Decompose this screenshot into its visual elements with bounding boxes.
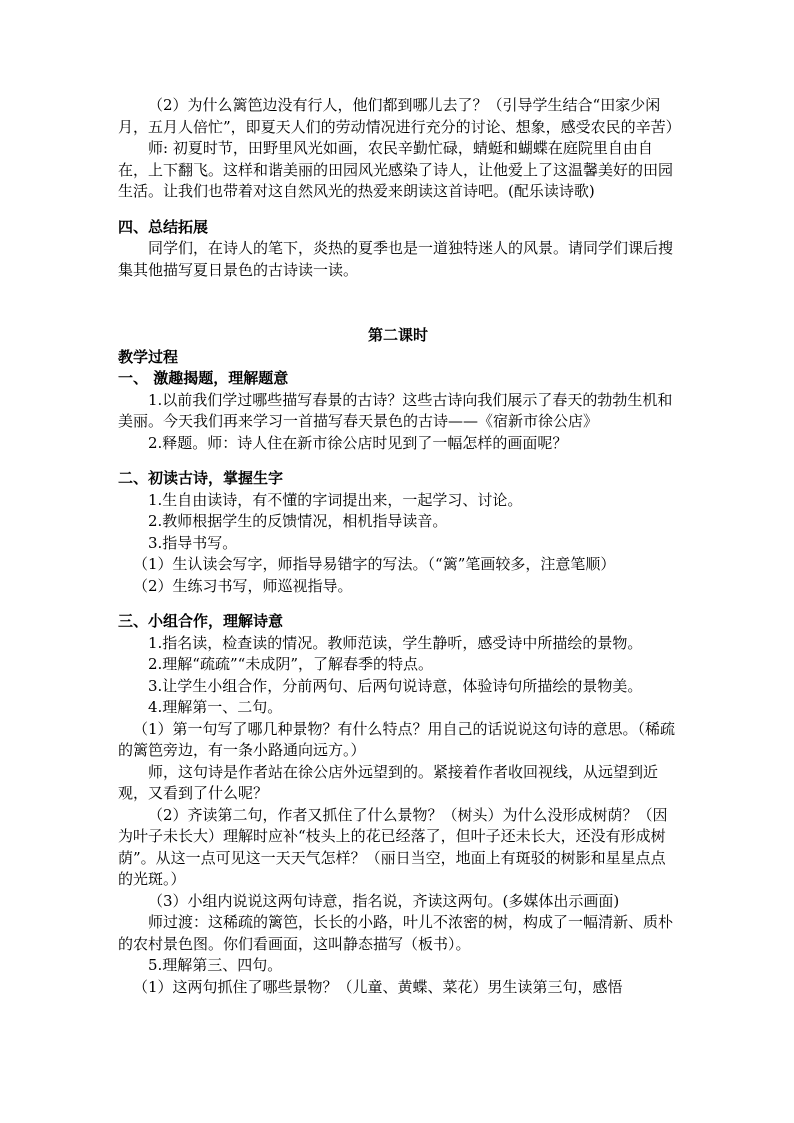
paragraph-question-2: （2）为什么篱笆边没有行人，他们都到哪儿去了？（引导学生结合“田家少闲月，五月人倍忙”，即夏天人们的劳动情况进行充分的讨论、想象，感受农民的辛苦） bbox=[118, 96, 681, 136]
section-heading-3: 三、小组合作，理解诗意 bbox=[118, 612, 284, 630]
section-heading-4: 四、总结拓展 bbox=[118, 217, 209, 236]
paragraph-sub-question-1: （1）第一句写了哪几种景物？有什么特点？用自己的话说说这句诗的意思。（稀疏的篱笆旁边，有一条小路通向远方。） bbox=[118, 719, 676, 759]
list-item: 2.教师根据学生的反馈情况，相机指导读音。 bbox=[148, 512, 448, 530]
list-item: 1.指名读，检查读的情况。教师范读，学生静听，感受诗中所描绘的景物。 bbox=[148, 633, 643, 652]
list-item: （1）生认读会写字，师指导易错字的写法。（“篱”笔画较多，注意笔顺） bbox=[133, 555, 616, 573]
teaching-process-label: 教学过程 bbox=[118, 347, 179, 366]
list-item: 3.让学生小组合作，分前两句、后两句说诗意，体验诗句所描绘的景物美。 bbox=[148, 676, 643, 695]
list-item: 1.以前我们学过哪些描写春景的古诗？这些古诗向我们展示了春天的勃勃生机和美丽。今天我们再来学习一首描写春天景色的古诗——《宿新市徐公店》 bbox=[118, 390, 673, 430]
list-item: 2.释题。师：诗人住在新市徐公店时见到了一幅怎样的画面呢？ bbox=[148, 433, 568, 452]
document-body bbox=[118, 95, 681, 998]
list-item: 3.指导书写。 bbox=[148, 533, 238, 552]
paragraph-sub-question-3: （3）小组内说说这两句诗意，指名说，齐读这两句。(多媒体出示画面) bbox=[148, 891, 620, 910]
paragraph-teacher-transition: 师过渡：这稀疏的篱笆，长长的小路，叶儿不浓密的树，构成了一幅清新、质朴的农村景色图。你们看画面，这叫静态描写（板书）。 bbox=[118, 913, 674, 953]
paragraph-teacher-summary: 师: 初夏时节，田野里风光如画，农民辛勤忙碌，蜻蜓和蝴蝶在庭院里自由自在，上下翻飞。这样和谐美丽的田园风光感染了诗人，让他爱上了这温馨美好的田园生活。让我们也带着对这自然风光的热爱来朗读这首诗吧。(配乐读诗歌) bbox=[118, 139, 674, 200]
list-item: 5.理解第三、四句。 bbox=[148, 956, 283, 974]
section-heading-2: 二、初读古诗，掌握生字 bbox=[118, 469, 284, 487]
paragraph-sub-question-2: （2）齐读第二句，作者又抓住了什么景物？（树头）为什么没形成树荫？（因为叶子未长大）理解时应补“枝头上的花已经落了，但叶子还未长大，还没有形成树荫”。从这一点可见这一天天气怎样？（丽日当空，地面上有斑驳的树影和星星点点的光斑。） bbox=[118, 805, 668, 888]
paragraph-sub-question-5-1: （1）这两句抓住了哪些景物？（儿童、黄蝶、菜花）男生读第三句，感悟 bbox=[133, 977, 623, 996]
section-heading-1: 一、 激趣揭题，理解题意 bbox=[118, 369, 289, 387]
list-item: 1.生自由读诗，有不懂的字词提出来，一起学习、讨论。 bbox=[148, 490, 523, 509]
paragraph-section-4: 同学们，在诗人的笔下，炎热的夏季也是一道独特迷人的风景。请同学们课后搜集其他描写夏日景色的古诗读一读。 bbox=[118, 239, 674, 279]
list-item: （2）生练习书写，师巡视指导。 bbox=[133, 576, 353, 595]
list-item: 2.理解“疏疏”“未成阴”，了解春季的特点。 bbox=[148, 655, 433, 673]
list-item: 4.理解第一、二句。 bbox=[148, 698, 283, 716]
paragraph-teacher-remark-1: 师，这句诗是作者站在徐公店外远望到的。紧接着作者收回视线，从远望到近观，又看到了什么呢？ bbox=[118, 762, 659, 802]
lesson-title: 第二课时 bbox=[367, 326, 428, 344]
